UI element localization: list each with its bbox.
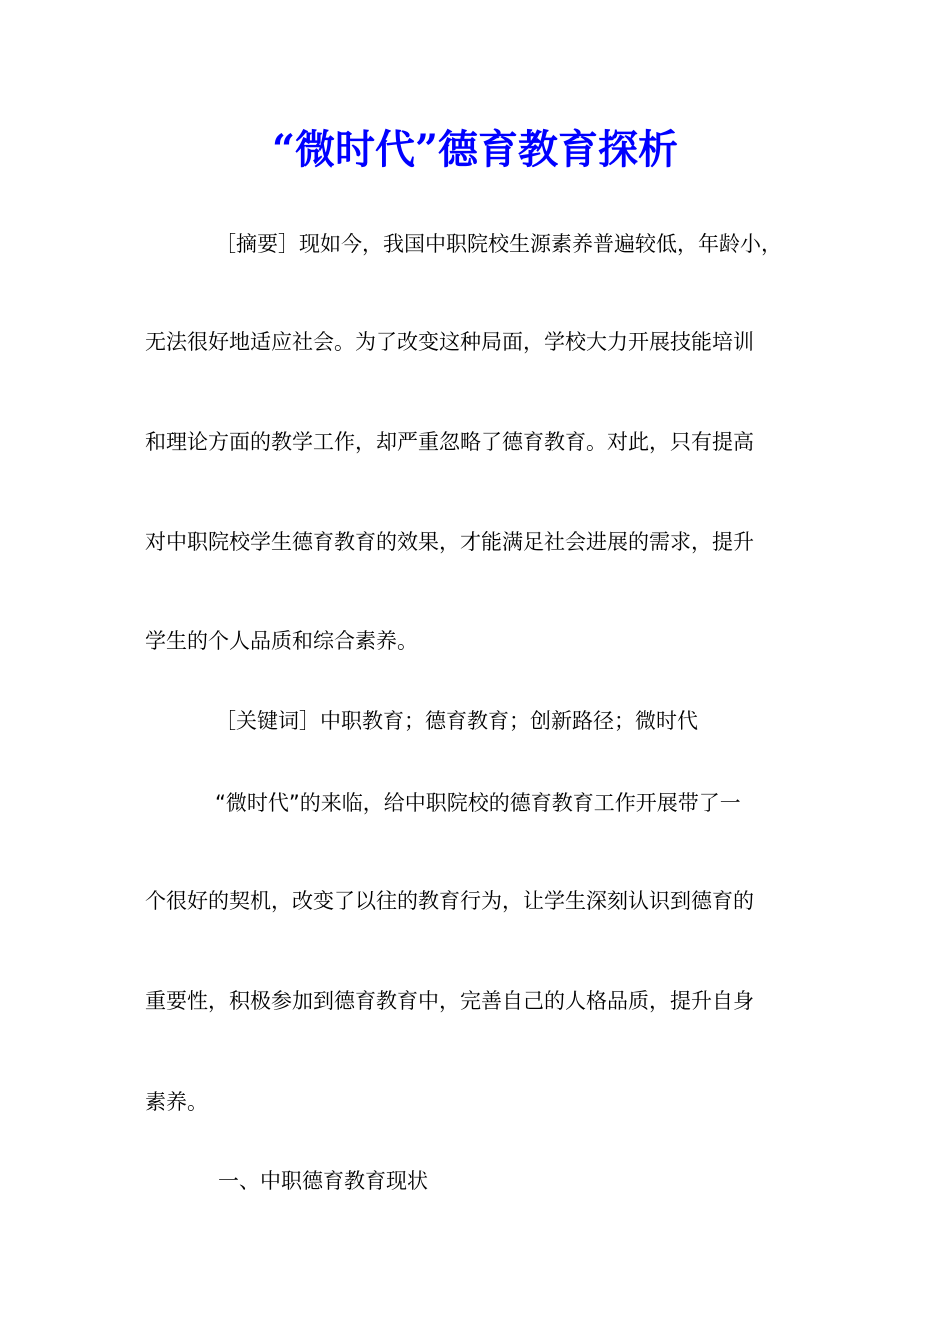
abstract-line-3: 和理论方面的教学工作，却严重忽略了德育教育。对此，只有提高 [145, 430, 754, 454]
abstract-line-5: 学生的个人品质和综合素养。 [145, 629, 418, 653]
intro-line-2: 个很好的契机，改变了以往的教育行为，让学生深刻认识到德育的 [145, 889, 754, 913]
intro-line-4: 素养。 [145, 1090, 208, 1114]
intro-line-3: 重要性，积极参加到德育教育中，完善自己的人格品质，提升自身 [145, 989, 754, 1013]
intro-line-1: “微时代”的来临，给中职院校的德育教育工作开展带了一 [215, 791, 741, 815]
abstract-line-1: ［摘要］现如今，我国中职院校生源素养普遍较低，年龄小， [215, 232, 782, 256]
keywords-line: ［关键词］中职教育；德育教育；创新路径；微时代 [215, 709, 698, 733]
section-heading: 一、中职德育教育现状 [218, 1169, 428, 1193]
document-title: “微时代”德育教育探析 [271, 126, 678, 173]
abstract-line-4: 对中职院校学生德育教育的效果，才能满足社会进展的需求，提升 [145, 530, 754, 554]
abstract-line-2: 无法很好地适应社会。为了改变这种局面，学校大力开展技能培训 [145, 330, 754, 354]
